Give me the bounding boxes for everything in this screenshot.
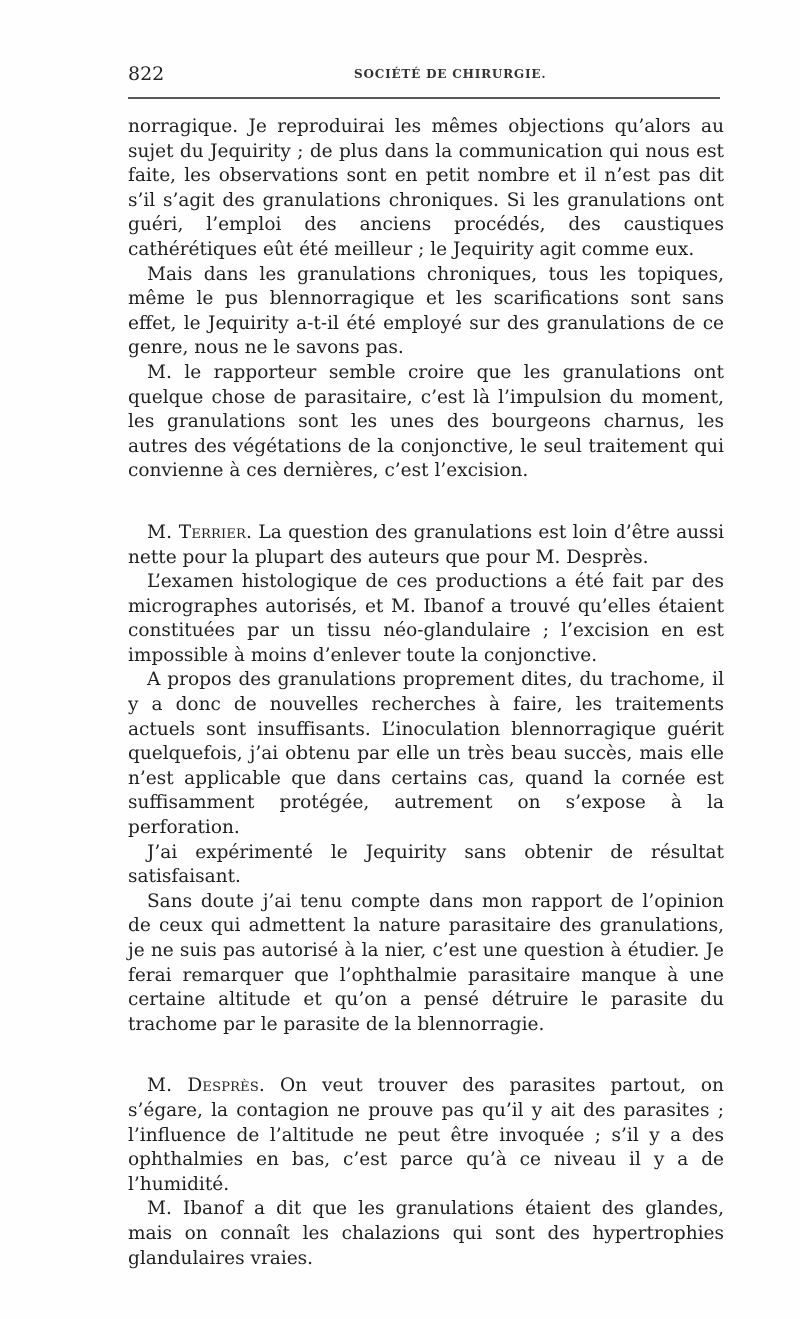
running-head: [128, 62, 724, 92]
paragraph-rapporteur: M. le rapporteur semble croire que les granulations ont quelque chose de parasitaire, c’est là l’impulsion du moment, les granulations sont les unes des bourgeons charnus, les autres des végétations de la conjonctive, le seul traitement qui convienne à ces dernières, c’est l’excision.: [128, 361, 724, 482]
terrier-text: La question des granulations est loin d’être aussi nette pour la plupart des auteurs que pour M. Desprès.: [128, 521, 724, 568]
paragraph-despres: [128, 1074, 724, 1197]
paragraph-jequirity-experiment: J’ai expérimenté le Jequirity sans obtenir de résultat satisfaisant.: [128, 841, 724, 888]
paragraph-parasitic-nature: Sans doute j’ai tenu compte dans mon rapport de l’opinion de ceux qui admettent la nature parasitaire des granulations, je ne suis pas autorisé à la nier, c’est une question à étudier. Je ferai remarquer que l’ophthalmie parasitaire manque à une certaine altitude et qu’on a pensé détruire le parasite du trachome par le parasite de la blennorragie.: [128, 890, 724, 1035]
section-gap: [128, 1037, 724, 1074]
paragraph-continuation: norragique. Je reproduirai les mêmes objections qu’alors au sujet du Jequirity ; de plus dans la communication qui nous est faite, les observations sont en petit nombre et il n’est pas dit s’il s’agit des granulations chroniques. Si les granulations ont guéri, l’emploi des anciens procédés, des caustiques cathérétiques eût été meilleur ; le Jequirity agit comme eux.: [128, 116, 724, 260]
paragraph-chronic-granulations: Mais dans les granulations chroniques, tous les topiques, même le pus blennorragique et les scarifications sont sans effet, le Jequirity a-t-il été employé sur des granulations de ce genre, nous ne le savons pas.: [128, 263, 724, 359]
paragraph-ibanof: M. Ibanof a dit que les granulations étaient des glandes, mais on connaît les chalazions qui sont des hypertrophies glandulaires vraies.: [128, 1198, 724, 1269]
paragraph-trachome: A propos des granulations proprement dites, du trachome, il y a donc de nouvelles recherches à faire, les traitements actuels sont insuffisants. L’inoculation blennorragique guérit quelquefois, j’ai obtenu par elle un très beau succès, mais elle n’est applicable que dans certains cas, quand la cornée est suffisamment protégée, autrement on s’expose à la perforation.: [128, 669, 724, 839]
despres-text: On veut trouver des parasites partout, on s’égare, la contagion ne prouve pas qu’il y ait des parasites ; l’influence de l’altitude ne peut être invoquée ; s’il y a des ophthalmies en bas, c’est parce qu’à ce niveau il y a de l’humidité.: [128, 1075, 724, 1195]
header-rule: [128, 97, 720, 99]
paragraph-terrier: [128, 521, 724, 570]
running-title: SOCIÉTÉ DE CHIRURGIE.: [354, 67, 547, 81]
section-gap: [128, 484, 724, 521]
speaker-terrier: M. Terrier.: [147, 521, 253, 543]
speaker-despres: M. Desprès.: [147, 1075, 266, 1097]
paragraph-histology: L’examen histologique de ces productions a été fait par des micrographes autorisés, et M. Ibanof a trouvé qu’elles étaient constituées par un tissu néo-glandulaire ; l’excision en est impossible à moins d’enlever toute la conjonctive.: [128, 571, 724, 666]
page-content: [128, 115, 724, 1271]
page-number: 822: [128, 63, 165, 85]
